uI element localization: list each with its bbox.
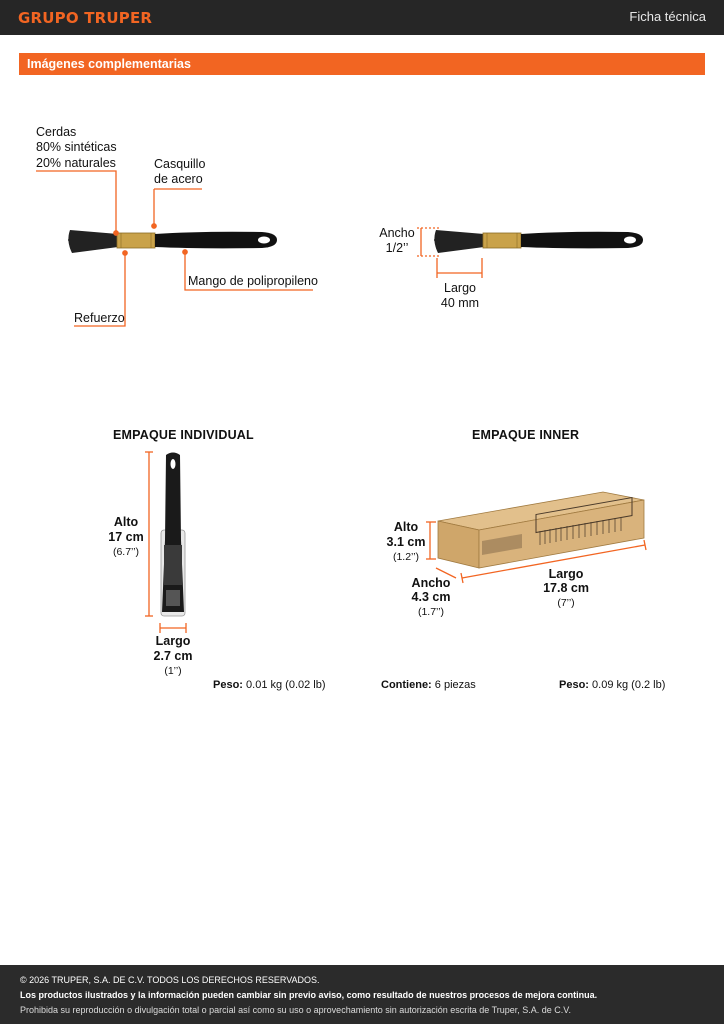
inner-weight-value: 0.09 kg (0.2 lb) (592, 679, 666, 691)
brush-length-value: 40 mm (440, 296, 480, 310)
inner-width-label: Ancho (411, 576, 451, 590)
footer-notice: Los productos ilustrados y la información pueden cambiar sin previo aviso, como resultado de nuestros procesos de mejora continua. (20, 990, 598, 1000)
inner-length-in: (7’’) (557, 597, 575, 609)
individual-weight-value: 0.01 kg (0.02 lb) (246, 679, 326, 691)
inner-contains (381, 679, 476, 691)
inner-length-label: Largo (548, 567, 584, 581)
bristles-synthetic: 80% sintéticas (36, 140, 117, 154)
inner-package-illustration (426, 492, 646, 583)
brush-illustration-annotated (36, 171, 313, 326)
inner-weight-label: Peso: (559, 679, 589, 691)
brush-length-label: Largo (444, 281, 476, 295)
inner-length-cm: 17.8 cm (543, 581, 589, 595)
inner-height-label: Alto (393, 520, 419, 534)
individual-weight (213, 679, 326, 691)
individual-length-cm: 2.7 cm (153, 649, 193, 663)
section-title: Imágenes complementarias (27, 57, 191, 71)
reinforcement-label: Refuerzo (74, 311, 125, 325)
inner-height-cm: 3.1 cm (386, 535, 426, 549)
inner-contains-value: 6 piezas (434, 679, 476, 691)
individual-package-illustration (145, 452, 186, 633)
individual-weight-label: Peso: (213, 679, 243, 691)
brush-width-label: Ancho (379, 226, 415, 240)
inner-contains-label: Contiene: (381, 679, 432, 691)
inner-pack-heading: EMPAQUE INNER (472, 428, 580, 442)
brand-word-grupo: GRUPO (18, 9, 79, 27)
inner-width-in: (1.7’’) (417, 606, 445, 618)
brand-word-truper: TRUPER (84, 9, 153, 27)
footer (0, 965, 724, 1024)
document-title: Ficha técnica (629, 9, 706, 24)
individual-pack-heading: EMPAQUE INDIVIDUAL (113, 428, 254, 442)
inner-weight (559, 679, 665, 691)
inner-height-in: (1.2’’) (392, 551, 420, 563)
ferrule-label-line2: de acero (154, 172, 203, 186)
brush-width-value: 1/2’’ (385, 241, 409, 255)
bristles-title: Cerdas (36, 125, 77, 139)
brush-illustration-dimensions (417, 228, 643, 278)
individual-height-in: (6.7’’) (112, 546, 140, 558)
inner-width-cm: 4.3 cm (411, 590, 451, 604)
bristles-natural: 20% naturales (36, 156, 116, 170)
individual-height-cm: 17 cm (108, 530, 144, 544)
footer-copyright: © 2026 TRUPER, S.A. DE C.V. TODOS LOS DERECHOS RESERVADOS. (20, 975, 320, 985)
individual-length-label: Largo (155, 634, 191, 648)
individual-length-in: (1’’) (164, 665, 182, 677)
footer-prohibition: Prohibida su reproducción o divulgación total o parcial así como su uso o aprovechamiento sin autorización escrita de Truper, S.A. de C.V. (20, 1005, 571, 1015)
individual-height-label: Alto (113, 515, 139, 529)
ferrule-label-line1: Casquillo (154, 157, 206, 171)
handle-label: Mango de polipropileno (188, 274, 318, 288)
